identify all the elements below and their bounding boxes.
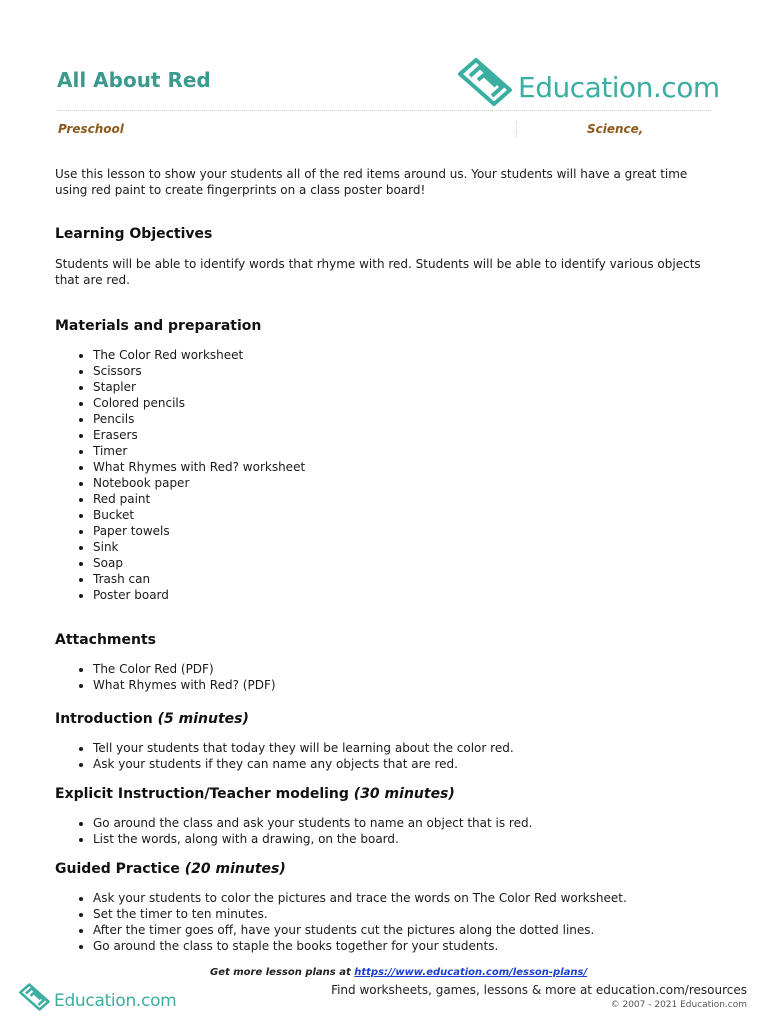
section-duration: (5 minutes) — [157, 711, 249, 727]
more-plans-text: Get more lesson plans at — [210, 967, 351, 978]
list-item: • Poster board — [93, 587, 715, 603]
footer-find-resources: Find worksheets, games, lessons & more at education.com/resources — [331, 983, 747, 997]
list-item: • Tell your students that today they will be learning about the color red. — [93, 740, 715, 756]
header-divider — [57, 110, 711, 111]
grade-label: Preschool — [58, 122, 124, 136]
list-item: • Trash can — [93, 571, 715, 587]
footer-copyright: © 2007 - 2021 Education.com — [610, 1000, 747, 1010]
list-item: • Timer — [93, 443, 715, 459]
section-duration: (20 minutes) — [184, 861, 286, 877]
introduction-heading — [55, 710, 715, 728]
materials-heading: Materials and preparation — [55, 318, 262, 334]
attachments-heading: Attachments — [55, 632, 157, 648]
list-item: • Set the timer to ten minutes. — [93, 906, 715, 922]
logo-text: Education.com — [518, 71, 720, 104]
footer-logo-text: Education.com — [54, 991, 177, 1011]
guided-practice-heading — [55, 860, 715, 878]
education-com-logo-icon — [456, 56, 516, 108]
list-item: • List the words, along with a drawing, on the board. — [93, 831, 715, 847]
guided-practice-list — [55, 890, 715, 954]
list-item: • Pencils — [93, 411, 715, 427]
learning-objectives-text: Students will be able to identify words that rhyme with red. Students will be able to identify various objects that are red. — [55, 257, 701, 287]
explicit-instruction-heading — [55, 785, 715, 803]
footer-logo[interactable] — [18, 982, 176, 1012]
list-item: • Sink — [93, 539, 715, 555]
list-item: • Soap — [93, 555, 715, 571]
lesson-title: All About Red — [57, 68, 211, 92]
section-title: Guided Practice — [55, 861, 180, 877]
list-item: • Colored pencils — [93, 395, 715, 411]
attachment-link[interactable]: • What Rhymes with Red? (PDF) — [93, 677, 715, 693]
lesson-content — [55, 166, 715, 954]
list-item: • Scissors — [93, 363, 715, 379]
introduction-list — [55, 740, 715, 772]
lesson-plans-link[interactable]: https://www.education.com/lesson-plans/ — [354, 967, 588, 978]
list-item: • Red paint — [93, 491, 715, 507]
education-logo[interactable] — [456, 56, 720, 108]
list-item: • Go around the class to staple the books together for your students. — [93, 938, 715, 954]
attachment-link[interactable]: • The Color Red (PDF) — [93, 661, 715, 677]
list-item: • After the timer goes off, have your students cut the pictures along the dotted lines. — [93, 922, 715, 938]
section-duration: (30 minutes) — [353, 786, 455, 802]
explicit-instruction-list — [55, 815, 715, 847]
list-item: • Paper towels — [93, 523, 715, 539]
materials-list — [55, 347, 715, 603]
list-item: • What Rhymes with Red? worksheet — [93, 459, 715, 475]
intro-paragraph: Use this lesson to show your students all of the red items around us. Your students will have a great time using red paint to create fingerprints on a class poster board! — [55, 167, 688, 197]
header-column-divider — [516, 121, 517, 137]
list-item: • Notebook paper — [93, 475, 715, 491]
attachments-list — [55, 661, 715, 693]
subject-label: Science, — [587, 122, 644, 136]
education-com-logo-icon — [18, 982, 52, 1012]
list-item: • Erasers — [93, 427, 715, 443]
section-title: Explicit Instruction/Teacher modeling — [55, 786, 349, 802]
list-item: • Go around the class and ask your students to name an object that is red. — [93, 815, 715, 831]
list-item: • Ask your students if they can name any objects that are red. — [93, 756, 715, 772]
footer-more-plans — [210, 967, 587, 978]
learning-objectives-heading: Learning Objectives — [55, 226, 213, 242]
section-title: Introduction — [55, 711, 153, 727]
list-item: • Stapler — [93, 379, 715, 395]
list-item: • Bucket — [93, 507, 715, 523]
list-item: • The Color Red worksheet — [93, 347, 715, 363]
list-item: • Ask your students to color the pictures and trace the words on The Color Red worksheet. — [93, 890, 715, 906]
